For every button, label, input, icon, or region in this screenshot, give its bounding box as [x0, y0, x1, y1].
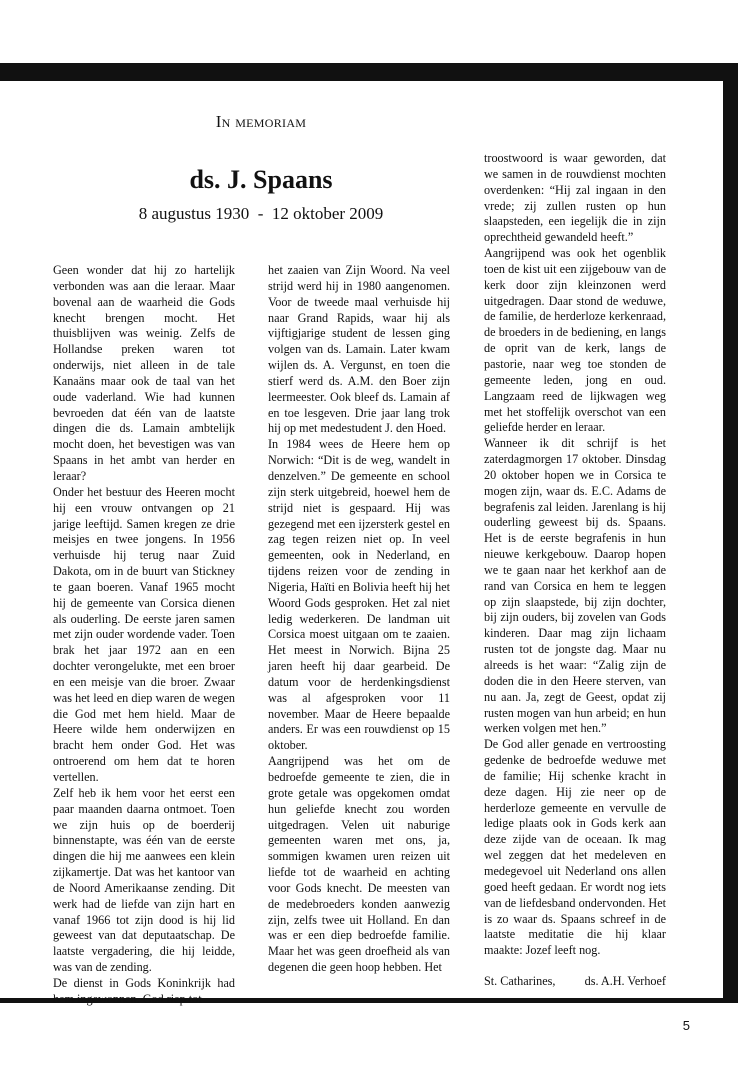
page-number: 5: [682, 1018, 690, 1033]
paragraph: Zelf heb ik hem voor het eerst een paar maanden daarna ontmoet. Toen we zijn huis op de boerderij binnenstapte, was één van de eerste dingen die hij me aanwees een klein zijkamertje. Dat was het kantoor van de Noord Amerikaanse zending. Dit werk had de liefde van zijn hart en vanaf 1966 tot zijn dood is hij lid geweest van dat deputaatschap. De laatste vergadering, die hij leidde, was van de zending.: [53, 785, 235, 975]
signature-author: ds. A.H. Verhoef: [584, 974, 666, 989]
paragraph: Wanneer ik dit schrijf is het zaterdagmorgen 17 oktober. Dinsdag 20 oktober hopen we in Corsica te mogen zijn, waar ds. E.C. Adams de begrafenis zal leiden. Jarenlang is hij ouderling geweest bij ds. Spaans. Het is de eerste begrafenis in hun nieuwe kerkgebouw. Daarop hopen we te gaan naar het kerkhof aan de rand van Corsica en hem te leggen op zijn slaapstede, bij zijn dochter, bij zijn ouders, bij zovelen van Gods kinderen. Daar mag zijn lichaam rusten tot de jongste dag. Maar nu alreeds is het waar: “Zalig zijn de doden die in den Heere sterven, van nu aan. Ja, zegt de Geest, opdat zij rusten mogen van hun arbeid; en hun werken volgen met hen.”: [484, 436, 666, 736]
life-dates: 8 augustus 1930 - 12 oktober 2009: [138, 204, 384, 223]
signature-place: St. Catharines,: [484, 974, 556, 989]
top-border-bar: [0, 63, 738, 81]
text-column-2: [268, 263, 450, 976]
paragraph: De dienst in Gods Koninkrijk had hem ingewonnen. God riep tot: [53, 975, 235, 1006]
paragraph: Geen wonder dat hij zo hartelijk verbonden was aan die leraar. Maar bovenal aan de waarheid die Gods knecht brengen mocht. Het thuisblijven was weinig. Zelfs de Hollandse preken waren tot onderwijs, niet alleen in de tale Kanaäns maar ook de taal van het oude vaderland. Wie had kunnen bevroeden dat één van de laatste dingen die ds. Lamain ambtelijk mocht doen, het bevestigen was van Spaans in het ambt van herder en leraar?: [53, 263, 235, 483]
paragraph: Aangrijpend was het om de bedroefde gemeente te zien, die in grote getale was opgekomen omdat hun geliefde knecht zou worden uitgedragen. Velen uit naburige gemeenten waren met ons, ja, sommigen kwamen uren reizen uit liefde tot de waarheid en achting voor Gods knecht. De meesten van de medebroeders konden aanwezig zijn, zelfs twee uit Holland. En dan was er een diep bedroefde familie. Maar het was geen droefheid als van degenen die geen hoop hebben. Het: [268, 754, 450, 975]
text-column-1: [53, 263, 235, 1008]
signature-line: [484, 974, 666, 990]
right-border-bar: [723, 63, 738, 1003]
paragraph: troostwoord is waar geworden, dat we samen in de rouwdienst mochten overdenken: “Hij zal ingaan in den vrede; zij zullen rusten op hun slaapsteden, een iegelijk die in zijn oprechtheid gewandeld heeft.”: [484, 151, 666, 245]
section-heading: In memoriam: [215, 112, 307, 131]
paragraph: Onder het bestuur des Heeren mocht hij een vrouw ontvangen op 21 jarige leeftijd. Samen kregen ze drie meisjes en twee jongens. In 1956 verhuisde hij terug naar Zuid Dakota, om in de buurt van Stickney te gaan boeren. Vanaf 1965 mocht hij de gemeente van Corsica dienen als ouderling. De eerste jaren samen met zijn ouder wordende vader. Toen brak het jaar 1972 aan en een dochter verongelukte, met een broer en een meisje van die broer. Zwaar was het leed en diep waren de wegen die God met hem hield. Maar de Heere wilde hem onderwijzen en bracht hem onder God. Het was ontroerend om hem dat te horen vertellen.: [53, 484, 235, 784]
paragraph: het zaaien van Zijn Woord. Na veel strijd werd hij in 1980 aangenomen. Voor de tweede maal verhuisde hij naar Grand Rapids, waar hij als vijftigjarige student de lessen ging volgen van ds. Lamain. Later kwam wijlen ds. A. Vergunst, en toen die stierf werd ds. A.M. den Boer zijn leermeester. Ook bleef ds. Lamain af en toe lesgeven. Drie jaar lang trok hij op met medestudent J. den Hoed.: [268, 263, 450, 436]
paragraph: Aangrijpend was ook het ogenblik toen de kist uit een zijgebouw van de kerk door zijn kleinzonen werd uitgedragen. Daar stond de weduwe, de familie, de herderloze kerkenraad, de broeders in de bediening, en langs de oprit van de kerk, langs de pastorie, naar weg toe stonden de gemeente leden, jong en oud. Langzaam reed de lijkwagen weg met het stoffelijk overschot van een geliefde herder en leraar.: [484, 246, 666, 435]
article-title: ds. J. Spaans: [189, 165, 333, 194]
paragraph: De God aller genade en vertroosting gedenke de bedroefde weduwe met de familie; Hij schenke kracht in deze dagen. Hij zie neer op de herderloze gemeente en vervulle de ledige plaats ook in Gods kerk aan deze zijde van de oceaan. Ik mag wel zeggen dat het medeleven en medegevoel uit Nederland ons allen goed heeft gedaan. Er wordt nog iets van de liefdesband ondervonden. Het is zo waar ds. Spaans schreef in de laatste meditatie die hij klaar maakte: Jozef leeft nog.: [484, 737, 666, 958]
paragraph: In 1984 wees de Heere hem op Norwich: “Dit is de weg, wandelt in denzelven.” De gemeente en school zijn sterk uitgebreid, hoewel hem de strijd niet is gespaard. Hij was gezegend met een ijzersterk gestel en zag tegen reizen niet op. In veel gemeenten, ook in Nederland, en tijdens reizen voor de zending in Nigeria, Haïti en Bolivia heeft hij het Woord Gods gesproken. Het zal niet ledig wederkeren. De landman uit Corsica moest uitgaan om te zaaien. Het meest in Norwich. Bijna 25 jaren heeft hij daar gearbeid. De datum voor de herdenkingsdienst was al afgesproken voor 11 november. Maar de Heere bepaalde anders. Er was een rouwdienst op 15 oktober.: [268, 437, 450, 753]
text-column-3: [484, 151, 666, 990]
